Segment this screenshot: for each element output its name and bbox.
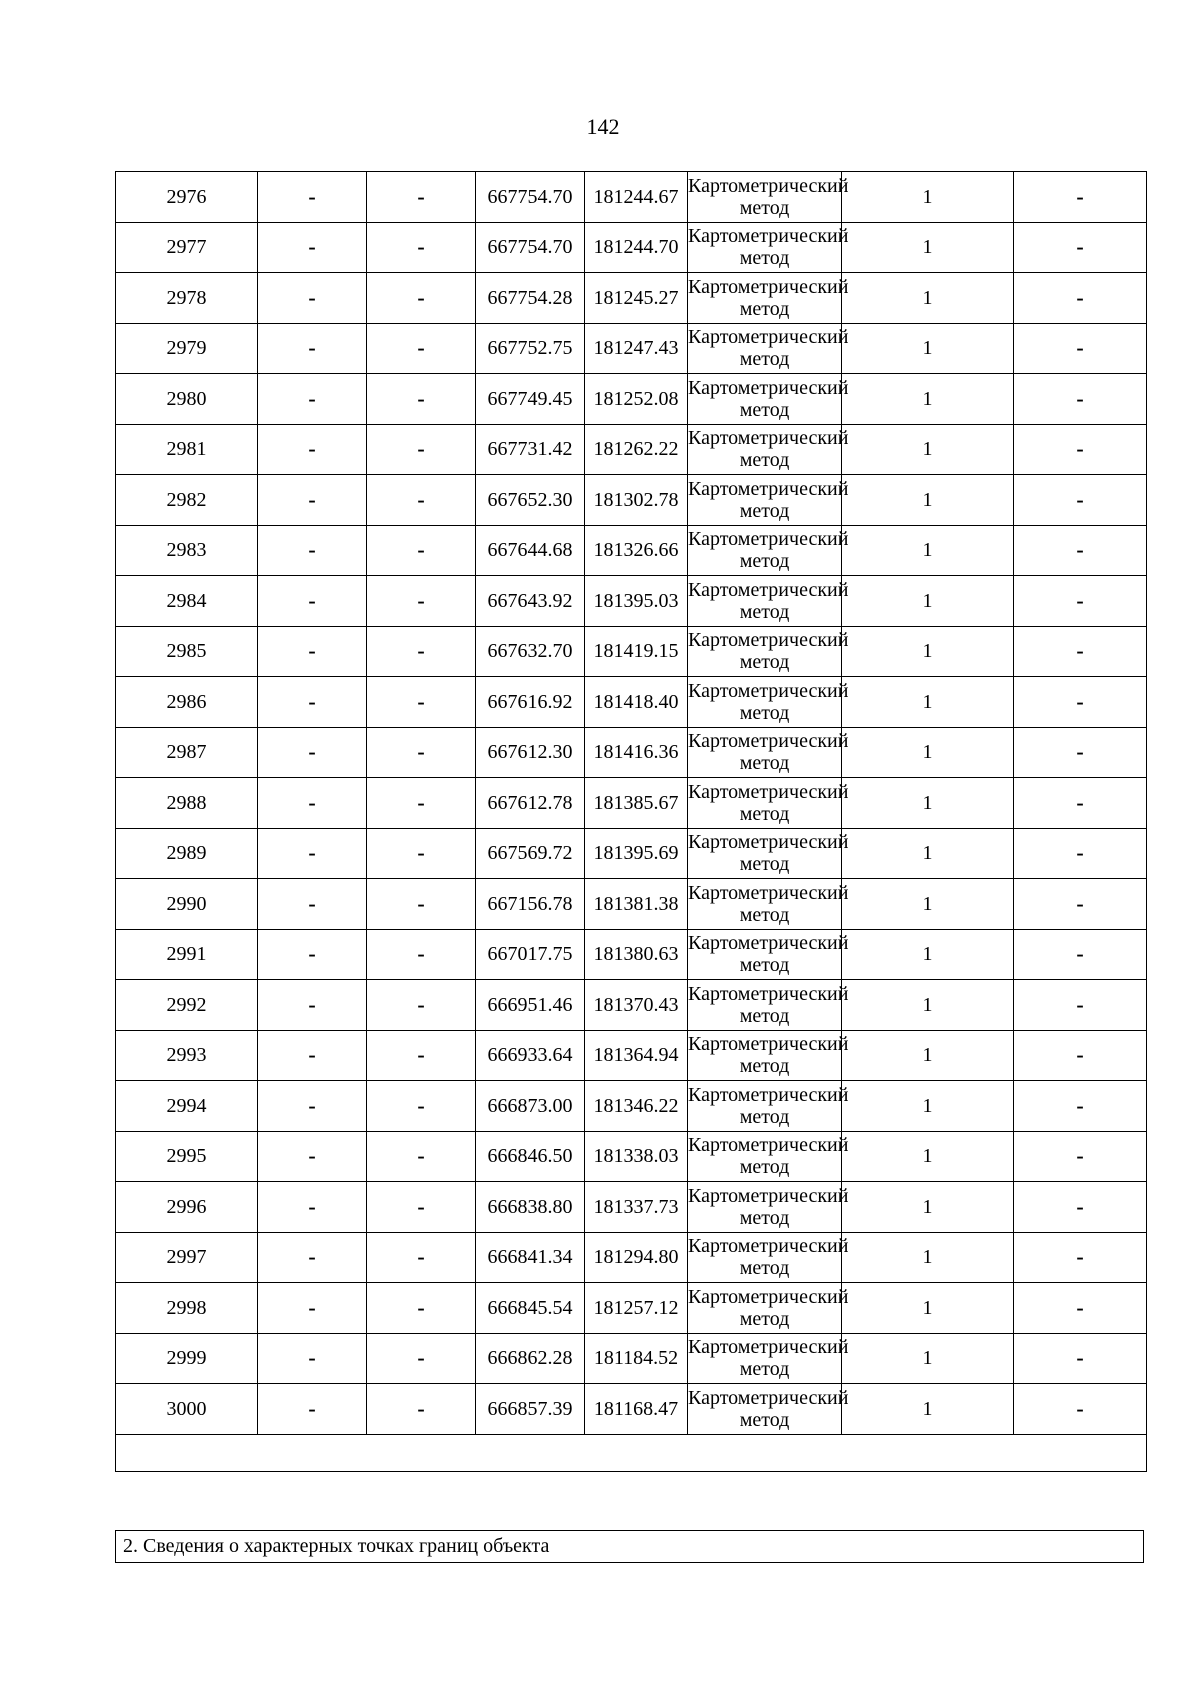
coord-x-cell: 666857.39 <box>476 1384 585 1435</box>
accuracy-cell: 1 <box>842 1232 1014 1283</box>
empty-y-cell: - <box>367 828 476 879</box>
table-row <box>116 1333 1147 1384</box>
coord-x-cell: 667644.68 <box>476 525 585 576</box>
coord-x-cell: 666838.80 <box>476 1182 585 1233</box>
table-row <box>116 1081 1147 1132</box>
description-cell: - <box>1014 172 1147 223</box>
description-cell: - <box>1014 424 1147 475</box>
accuracy-cell: 1 <box>842 980 1014 1031</box>
method-cell: Картометрический метод <box>688 273 842 324</box>
coord-x-cell: 667752.75 <box>476 323 585 374</box>
coord-x-cell: 666846.50 <box>476 1131 585 1182</box>
method-cell: Картометрический метод <box>688 525 842 576</box>
method-cell: Картометрический метод <box>688 1030 842 1081</box>
table-row <box>116 879 1147 930</box>
point-number-cell: 2985 <box>116 626 258 677</box>
coord-x-cell: 667754.70 <box>476 222 585 273</box>
coord-x-cell: 666933.64 <box>476 1030 585 1081</box>
empty-y-cell: - <box>367 677 476 728</box>
coord-x-cell: 666873.00 <box>476 1081 585 1132</box>
accuracy-cell: 1 <box>842 929 1014 980</box>
empty-y-cell: - <box>367 525 476 576</box>
table-row <box>116 677 1147 728</box>
point-number-cell: 2992 <box>116 980 258 1031</box>
coord-x-cell: 667754.70 <box>476 172 585 223</box>
empty-x-cell: - <box>258 1182 367 1233</box>
method-cell: Картометрический метод <box>688 1283 842 1334</box>
coord-y-cell: 181381.38 <box>585 879 688 930</box>
empty-x-cell: - <box>258 1232 367 1283</box>
point-number-cell: 2999 <box>116 1333 258 1384</box>
empty-x-cell: - <box>258 323 367 374</box>
description-cell: - <box>1014 1081 1147 1132</box>
empty-y-cell: - <box>367 576 476 627</box>
accuracy-cell: 1 <box>842 273 1014 324</box>
method-cell: Картометрический метод <box>688 424 842 475</box>
method-cell: Картометрический метод <box>688 323 842 374</box>
method-cell: Картометрический метод <box>688 1081 842 1132</box>
page-number: 142 <box>586 114 620 139</box>
empty-y-cell: - <box>367 778 476 829</box>
coord-y-cell: 181326.66 <box>585 525 688 576</box>
coord-y-cell: 181168.47 <box>585 1384 688 1435</box>
empty-x-cell: - <box>258 172 367 223</box>
coord-y-cell: 181364.94 <box>585 1030 688 1081</box>
accuracy-cell: 1 <box>842 828 1014 879</box>
table-empty-row <box>116 1434 1147 1471</box>
table-row <box>116 475 1147 526</box>
description-cell: - <box>1014 626 1147 677</box>
empty-y-cell: - <box>367 323 476 374</box>
point-number-cell: 2991 <box>116 929 258 980</box>
description-cell: - <box>1014 475 1147 526</box>
accuracy-cell: 1 <box>842 626 1014 677</box>
accuracy-cell: 1 <box>842 1182 1014 1233</box>
point-number-cell: 2994 <box>116 1081 258 1132</box>
accuracy-cell: 1 <box>842 1081 1014 1132</box>
description-cell: - <box>1014 576 1147 627</box>
coord-y-cell: 181338.03 <box>585 1131 688 1182</box>
accuracy-cell: 1 <box>842 778 1014 829</box>
table-row <box>116 273 1147 324</box>
description-cell: - <box>1014 1333 1147 1384</box>
coord-y-cell: 181395.69 <box>585 828 688 879</box>
coord-x-cell: 667569.72 <box>476 828 585 879</box>
coord-y-cell: 181337.73 <box>585 1182 688 1233</box>
empty-x-cell: - <box>258 828 367 879</box>
empty-x-cell: - <box>258 1131 367 1182</box>
description-cell: - <box>1014 778 1147 829</box>
table-row <box>116 172 1147 223</box>
coord-x-cell: 667652.30 <box>476 475 585 526</box>
coord-y-cell: 181418.40 <box>585 677 688 728</box>
empty-y-cell: - <box>367 929 476 980</box>
method-cell: Картометрический метод <box>688 1232 842 1283</box>
empty-x-cell: - <box>258 778 367 829</box>
table-row <box>116 1232 1147 1283</box>
empty-y-cell: - <box>367 273 476 324</box>
table-row <box>116 727 1147 778</box>
description-cell: - <box>1014 1283 1147 1334</box>
accuracy-cell: 1 <box>842 1030 1014 1081</box>
method-cell: Картометрический метод <box>688 727 842 778</box>
accuracy-cell: 1 <box>842 1333 1014 1384</box>
coord-y-cell: 181257.12 <box>585 1283 688 1334</box>
method-cell: Картометрический метод <box>688 879 842 930</box>
empty-x-cell: - <box>258 1283 367 1334</box>
method-cell: Картометрический метод <box>688 1131 842 1182</box>
empty-y-cell: - <box>367 1232 476 1283</box>
table-body <box>116 172 1147 1435</box>
description-cell: - <box>1014 1131 1147 1182</box>
empty-x-cell: - <box>258 525 367 576</box>
empty-x-cell: - <box>258 929 367 980</box>
table-row <box>116 424 1147 475</box>
empty-y-cell: - <box>367 1283 476 1334</box>
coord-y-cell: 181385.67 <box>585 778 688 829</box>
coord-y-cell: 181346.22 <box>585 1081 688 1132</box>
accuracy-cell: 1 <box>842 1283 1014 1334</box>
empty-y-cell: - <box>367 424 476 475</box>
description-cell: - <box>1014 929 1147 980</box>
method-cell: Картометрический метод <box>688 828 842 879</box>
description-cell: - <box>1014 222 1147 273</box>
boundary-points-table <box>115 171 1147 1472</box>
table-row <box>116 1283 1147 1334</box>
coord-x-cell: 667632.70 <box>476 626 585 677</box>
table-row <box>116 1030 1147 1081</box>
description-cell: - <box>1014 677 1147 728</box>
table-row <box>116 222 1147 273</box>
method-cell: Картометрический метод <box>688 576 842 627</box>
point-number-cell: 2998 <box>116 1283 258 1334</box>
empty-x-cell: - <box>258 1333 367 1384</box>
description-cell: - <box>1014 1232 1147 1283</box>
table-row <box>116 576 1147 627</box>
table-row <box>116 525 1147 576</box>
table-row <box>116 1384 1147 1435</box>
description-cell: - <box>1014 323 1147 374</box>
description-cell: - <box>1014 1384 1147 1435</box>
table-row <box>116 323 1147 374</box>
method-cell: Картометрический метод <box>688 1384 842 1435</box>
accuracy-cell: 1 <box>842 172 1014 223</box>
point-number-cell: 2997 <box>116 1232 258 1283</box>
point-number-cell: 3000 <box>116 1384 258 1435</box>
method-cell: Картометрический метод <box>688 677 842 728</box>
description-cell: - <box>1014 273 1147 324</box>
coord-y-cell: 181244.67 <box>585 172 688 223</box>
coord-y-cell: 181245.27 <box>585 273 688 324</box>
point-number-cell: 2976 <box>116 172 258 223</box>
point-number-cell: 2986 <box>116 677 258 728</box>
section-title: 2. Сведения о характерных точках границ объекта <box>115 1530 1144 1563</box>
coord-x-cell: 666951.46 <box>476 980 585 1031</box>
empty-y-cell: - <box>367 1384 476 1435</box>
description-cell: - <box>1014 879 1147 930</box>
coord-y-cell: 181419.15 <box>585 626 688 677</box>
coord-x-cell: 666845.54 <box>476 1283 585 1334</box>
table-row <box>116 929 1147 980</box>
empty-y-cell: - <box>367 374 476 425</box>
empty-x-cell: - <box>258 273 367 324</box>
empty-x-cell: - <box>258 374 367 425</box>
coord-y-cell: 181252.08 <box>585 374 688 425</box>
coord-y-cell: 181302.78 <box>585 475 688 526</box>
accuracy-cell: 1 <box>842 727 1014 778</box>
empty-x-cell: - <box>258 677 367 728</box>
point-number-cell: 2980 <box>116 374 258 425</box>
coord-x-cell: 667643.92 <box>476 576 585 627</box>
method-cell: Картометрический метод <box>688 222 842 273</box>
accuracy-cell: 1 <box>842 576 1014 627</box>
coord-y-cell: 181380.63 <box>585 929 688 980</box>
empty-x-cell: - <box>258 727 367 778</box>
method-cell: Картометрический метод <box>688 980 842 1031</box>
accuracy-cell: 1 <box>842 1384 1014 1435</box>
point-number-cell: 2988 <box>116 778 258 829</box>
empty-y-cell: - <box>367 1182 476 1233</box>
point-number-cell: 2990 <box>116 879 258 930</box>
method-cell: Картометрический метод <box>688 778 842 829</box>
coord-y-cell: 181262.22 <box>585 424 688 475</box>
table-row <box>116 626 1147 677</box>
description-cell: - <box>1014 828 1147 879</box>
method-cell: Картометрический метод <box>688 929 842 980</box>
accuracy-cell: 1 <box>842 424 1014 475</box>
coord-y-cell: 181395.03 <box>585 576 688 627</box>
description-cell: - <box>1014 727 1147 778</box>
point-number-cell: 2983 <box>116 525 258 576</box>
empty-x-cell: - <box>258 626 367 677</box>
point-number-cell: 2978 <box>116 273 258 324</box>
empty-x-cell: - <box>258 424 367 475</box>
method-cell: Картометрический метод <box>688 475 842 526</box>
empty-x-cell: - <box>258 475 367 526</box>
coord-x-cell: 667017.75 <box>476 929 585 980</box>
empty-x-cell: - <box>258 576 367 627</box>
point-number-cell: 2989 <box>116 828 258 879</box>
accuracy-cell: 1 <box>842 222 1014 273</box>
empty-y-cell: - <box>367 222 476 273</box>
coord-x-cell: 667612.30 <box>476 727 585 778</box>
empty-y-cell: - <box>367 1030 476 1081</box>
coord-y-cell: 181294.80 <box>585 1232 688 1283</box>
coord-x-cell: 666841.34 <box>476 1232 585 1283</box>
method-cell: Картометрический метод <box>688 1182 842 1233</box>
coord-x-cell: 666862.28 <box>476 1333 585 1384</box>
coord-x-cell: 667754.28 <box>476 273 585 324</box>
description-cell: - <box>1014 1182 1147 1233</box>
accuracy-cell: 1 <box>842 525 1014 576</box>
empty-y-cell: - <box>367 980 476 1031</box>
empty-x-cell: - <box>258 222 367 273</box>
point-number-cell: 2995 <box>116 1131 258 1182</box>
table-row <box>116 1182 1147 1233</box>
empty-y-cell: - <box>367 727 476 778</box>
table-row <box>116 778 1147 829</box>
table-row <box>116 374 1147 425</box>
coord-y-cell: 181184.52 <box>585 1333 688 1384</box>
point-number-cell: 2984 <box>116 576 258 627</box>
point-number-cell: 2993 <box>116 1030 258 1081</box>
table-row <box>116 980 1147 1031</box>
coord-y-cell: 181247.43 <box>585 323 688 374</box>
accuracy-cell: 1 <box>842 374 1014 425</box>
accuracy-cell: 1 <box>842 879 1014 930</box>
table-row <box>116 1131 1147 1182</box>
accuracy-cell: 1 <box>842 1131 1014 1182</box>
table-row <box>116 828 1147 879</box>
method-cell: Картометрический метод <box>688 374 842 425</box>
empty-cell <box>116 1434 1147 1471</box>
description-cell: - <box>1014 525 1147 576</box>
description-cell: - <box>1014 374 1147 425</box>
empty-y-cell: - <box>367 879 476 930</box>
point-number-cell: 2979 <box>116 323 258 374</box>
method-cell: Картометрический метод <box>688 626 842 677</box>
point-number-cell: 2987 <box>116 727 258 778</box>
accuracy-cell: 1 <box>842 677 1014 728</box>
empty-x-cell: - <box>258 1081 367 1132</box>
empty-x-cell: - <box>258 1384 367 1435</box>
coord-y-cell: 181416.36 <box>585 727 688 778</box>
empty-x-cell: - <box>258 980 367 1031</box>
description-cell: - <box>1014 1030 1147 1081</box>
coord-y-cell: 181370.43 <box>585 980 688 1031</box>
empty-y-cell: - <box>367 475 476 526</box>
coord-x-cell: 667749.45 <box>476 374 585 425</box>
empty-y-cell: - <box>367 1081 476 1132</box>
point-number-cell: 2977 <box>116 222 258 273</box>
point-number-cell: 2996 <box>116 1182 258 1233</box>
empty-x-cell: - <box>258 879 367 930</box>
accuracy-cell: 1 <box>842 323 1014 374</box>
empty-y-cell: - <box>367 626 476 677</box>
coord-x-cell: 667156.78 <box>476 879 585 930</box>
method-cell: Картометрический метод <box>688 1333 842 1384</box>
method-cell: Картометрический метод <box>688 172 842 223</box>
description-cell: - <box>1014 980 1147 1031</box>
coord-x-cell: 667731.42 <box>476 424 585 475</box>
point-number-cell: 2981 <box>116 424 258 475</box>
coord-x-cell: 667612.78 <box>476 778 585 829</box>
accuracy-cell: 1 <box>842 475 1014 526</box>
empty-y-cell: - <box>367 172 476 223</box>
point-number-cell: 2982 <box>116 475 258 526</box>
coord-x-cell: 667616.92 <box>476 677 585 728</box>
empty-x-cell: - <box>258 1030 367 1081</box>
empty-y-cell: - <box>367 1131 476 1182</box>
coord-y-cell: 181244.70 <box>585 222 688 273</box>
empty-y-cell: - <box>367 1333 476 1384</box>
